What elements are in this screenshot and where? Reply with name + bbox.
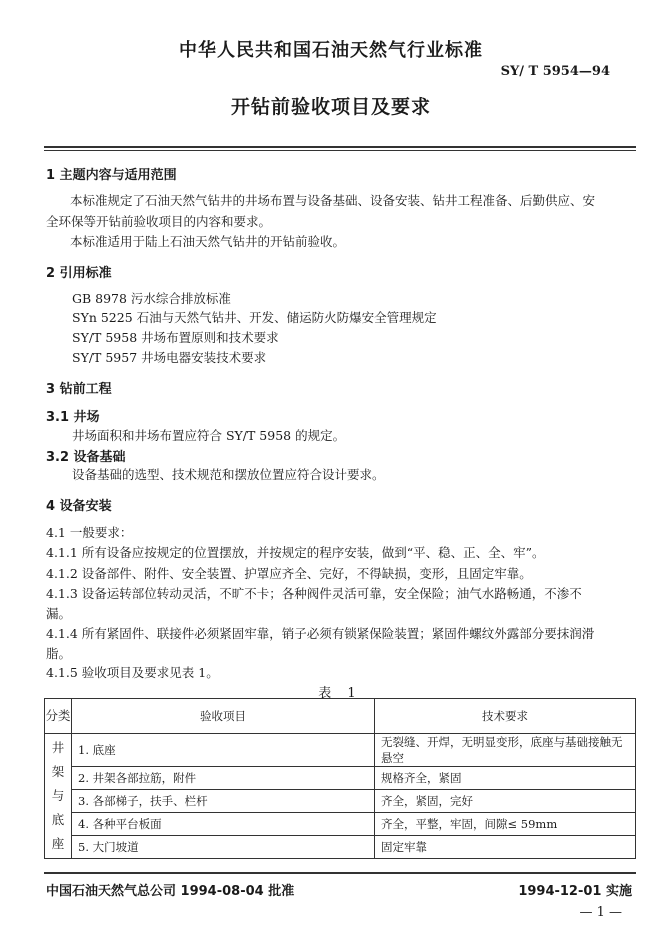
category-char: 架	[51, 764, 65, 779]
row-requirement: 固定牢靠	[375, 836, 636, 859]
page-number: — 1 —	[579, 905, 622, 920]
table-title: 表 1	[318, 686, 362, 701]
table-row	[45, 836, 636, 859]
row-requirement: 齐全，紧固，完好	[375, 790, 636, 813]
section-2-heading: 2 引用标准	[46, 266, 112, 281]
title-rule-thick	[44, 146, 636, 148]
reference-syn5225: SYn 5225 石油与天然气钻井、开发、储运防火防爆安全管理规定	[72, 310, 437, 325]
section-1-heading: 1 主题内容与适用范围	[46, 168, 177, 183]
title-rule-thin	[44, 150, 636, 151]
reference-syt5957: SY/T 5957 井场电器安装技术要求	[72, 350, 267, 365]
section-1-para-2: 本标准适用于陆上石油天然气钻井的开钻前验收。	[70, 234, 346, 249]
table-row	[45, 767, 636, 790]
section-4-1-4-line-2: 脂。	[46, 646, 72, 661]
section-1-para-1-line-1: 本标准规定了石油天然气钻井的井场布置与设备基础、设备安装、钻井工程准备、后勤供应、安	[70, 193, 596, 208]
section-4-1-5: 4.1.5 验收项目及要求见表 1。	[46, 665, 219, 680]
category-char: 井	[51, 740, 65, 755]
approval-line: 中国石油天然气总公司 1994-08-04 批准	[46, 884, 295, 899]
issuing-authority-title: 中华人民共和国石油天然气行业标准	[179, 40, 483, 61]
header-category: 分类	[45, 699, 72, 734]
category-cell-derrick-and-base	[45, 734, 72, 859]
row-item: 4. 各种平台板面	[72, 813, 375, 836]
table-row	[45, 734, 636, 767]
document-title: 开钻前验收项目及要求	[230, 96, 431, 118]
reference-syt5958: SY/T 5958 井场布置原则和技术要求	[72, 330, 279, 345]
section-4-1-1: 4.1.1 所有设备应按规定的位置摆放，并按规定的程序安装，做到“平、稳、正、全、牢”。	[46, 545, 545, 560]
row-item: 1. 底座	[72, 734, 375, 767]
header-item: 验收项目	[72, 699, 375, 734]
section-1-para-1-line-2: 全环保等开钻前验收项目的内容和要求。	[46, 214, 272, 229]
section-3-heading: 3 钻前工程	[46, 382, 112, 397]
table-row	[45, 813, 636, 836]
table-row	[45, 790, 636, 813]
row-requirement: 无裂缝、开焊，无明显变形，底座与基础接触无悬空	[375, 734, 636, 767]
row-item: 2. 井架各部拉筋，附件	[72, 767, 375, 790]
row-item: 5. 大门坡道	[72, 836, 375, 859]
row-item: 3. 各部梯子，扶手、栏杆	[72, 790, 375, 813]
acceptance-table	[44, 698, 636, 859]
category-char: 与	[51, 788, 65, 803]
section-4-1-4-line-1: 4.1.4 所有紧固件、联接件必须紧固牢靠，销子必须有锁紧保险装置；紧固件螺纹外露部分要抹润滑	[46, 626, 595, 641]
section-4-1-3-line-1: 4.1.3 设备运转部位转动灵活，不旷不卡；各种阀件灵活可靠，安全保险；油气水路畅通，不渗不	[46, 586, 582, 601]
reference-gb8978: GB 8978 污水综合排放标准	[72, 291, 231, 306]
standard-code: SY/ T 5954—94	[500, 64, 610, 79]
section-4-1-2: 4.1.2 设备部件、附件、安全装置、护罩应齐全、完好，不得缺损，变形，且固定牢靠。	[46, 566, 532, 581]
table-header-row	[45, 699, 636, 734]
section-4-heading: 4 设备安装	[46, 499, 112, 514]
section-3-1-heading: 3.1 井场	[46, 410, 100, 425]
section-3-1-text: 井场面积和井场布置应符合 SY/T 5958 的规定。	[72, 428, 346, 443]
effective-date: 1994-12-01 实施	[518, 884, 632, 899]
row-requirement: 齐全，平整，牢固，间隙≤ 59mm	[375, 813, 636, 836]
row-requirement: 规格齐全，紧固	[375, 767, 636, 790]
section-3-2-heading: 3.2 设备基础	[46, 450, 126, 465]
section-4-1: 4.1 一般要求：	[46, 525, 133, 540]
section-4-1-3-line-2: 漏。	[46, 606, 72, 621]
category-char: 底	[51, 812, 65, 827]
category-char: 座	[51, 836, 65, 851]
section-3-2-text: 设备基础的选型、技术规范和摆放位置应符合设计要求。	[72, 467, 385, 482]
header-requirement: 技术要求	[375, 699, 636, 734]
footer-rule	[44, 872, 636, 874]
